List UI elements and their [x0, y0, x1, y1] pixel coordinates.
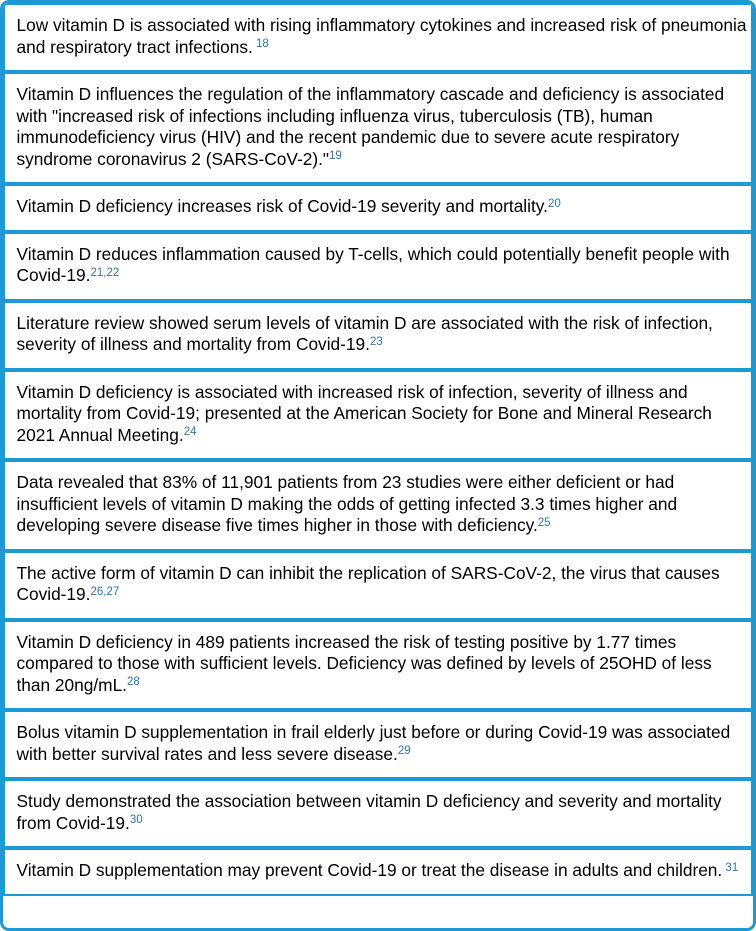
statement-body: Study demonstrated the association between vitamin D deficiency and severity and mortality from Covid-19. [16, 791, 722, 833]
statement-row-9 [3, 620, 753, 711]
statement-text [5, 462, 751, 549]
citation-ref: 24 [183, 426, 197, 439]
statement-body: Low vitamin D is associated with rising inflammatory cytokines and increased risk of pneumonia and respiratory tract infections. [16, 15, 747, 57]
citation-ref: 29 [397, 745, 411, 758]
statement-text [5, 553, 751, 618]
statement-text [5, 303, 751, 368]
statement-body: Vitamin D reduces inflammation caused by T-cells, which could potentially benefit people with Covid-19. [16, 243, 730, 285]
citation-ref: 25 [537, 516, 551, 529]
citation-ref: 18 [252, 38, 269, 51]
statement-body: Vitamin D deficiency is associated with increased risk of infection, severity of illness and mortality from Covid-19; presented at the American Society for Bone and Mineral Research 2021 Annual Meeting. [16, 381, 712, 445]
statement-text [5, 622, 751, 709]
statement-text [5, 712, 751, 777]
statement-body: Vitamin D deficiency in 489 patients increased the risk of testing positive by 1.77 times compared to those with sufficient levels. Deficiency was defined by levels of 25OHD of less than 20ng/mL. [16, 631, 712, 695]
statement-row-6 [3, 370, 753, 461]
statement-row-10 [3, 710, 753, 779]
statement-text [5, 372, 751, 459]
statement-text [5, 186, 751, 230]
statement-row-2 [3, 72, 753, 184]
statement-body: Literature review showed serum levels of vitamin D are associated with the risk of infection, severity of illness and mortality from Covid-19. [16, 312, 713, 354]
statement-text [5, 74, 751, 182]
statement-row-12 [3, 848, 753, 896]
statement-body: Data revealed that 83% of 11,901 patients from 23 studies were either deficient or had insufficient levels of vitamin D making the odds of getting infected 3.3 times higher and developing severe disease five times higher in those with deficiency. [16, 472, 678, 535]
citation-ref: 26,27 [90, 585, 120, 598]
citation-ref: 21,22 [90, 266, 120, 279]
citation-ref: 19 [329, 150, 342, 163]
statement-row-8 [3, 551, 753, 620]
statement-row-4 [3, 232, 753, 301]
statement-text [5, 850, 751, 894]
statement-body: Vitamin D supplementation may prevent Covid-19 or treat the disease in adults and children. [16, 860, 723, 880]
statement-body: Bolus vitamin D supplementation in frail elderly just before or during Covid-19 was associated with better survival rates and less severe disease. [16, 722, 731, 764]
statement-row-5 [3, 301, 753, 370]
citation-ref: 28 [127, 676, 140, 689]
citation-ref: 31 [722, 861, 739, 874]
statement-body: Vitamin D deficiency increases risk of Covid-19 severity and mortality. [16, 196, 548, 216]
statement-row-11 [3, 779, 753, 848]
statement-text [5, 234, 751, 299]
statement-row-7 [3, 460, 753, 551]
statement-body: The active form of vitamin D can inhibit the replication of SARS-CoV-2, the virus that causes Covid-19. [16, 562, 720, 604]
statement-body: Vitamin D influences the regulation of the inflammatory cascade and deficiency is associated with "increased risk of infections including influenza virus, tuberculosis (TB), human immunodeficiency virus (HIV) and the recent pandemic due to severe acute respiratory syndrome coronavirus 2 (SARS-CoV-2)." [16, 84, 725, 169]
statement-row-3 [3, 184, 753, 232]
statement-row-1 [3, 3, 753, 72]
citation-ref: 23 [369, 335, 383, 348]
citation-ref: 30 [129, 814, 143, 827]
statement-text [5, 781, 751, 846]
citation-ref: 20 [547, 197, 561, 210]
statement-text [5, 5, 751, 70]
